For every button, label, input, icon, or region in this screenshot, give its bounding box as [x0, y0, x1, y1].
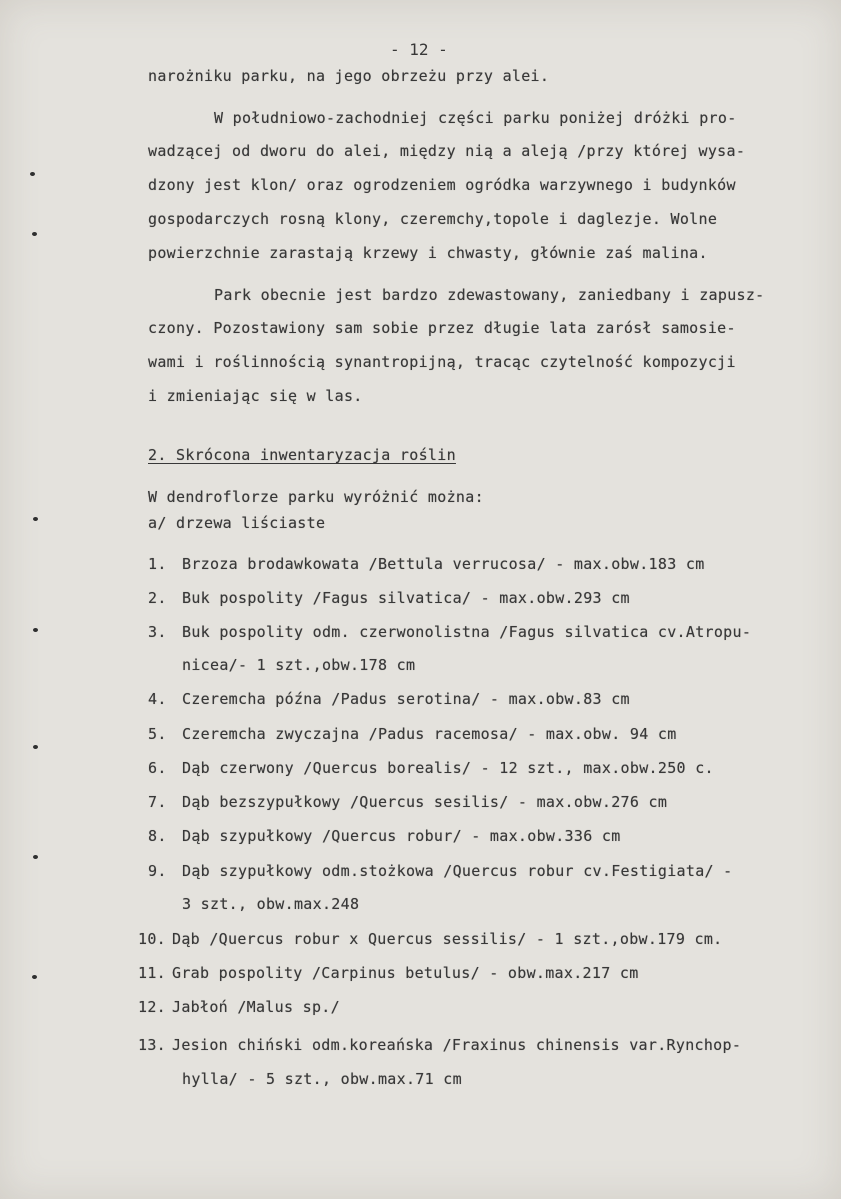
list-item: 7. Dąb bezszypułkowy /Quercus sesilis/ - max.obw.276 cm: [148, 793, 668, 811]
punch-mark: [33, 517, 38, 521]
punch-mark: [33, 855, 38, 859]
text-line: Park obecnie jest bardzo zdewastowany, zaniedbany i zapusz-: [214, 286, 765, 304]
list-item-continuation: 3 szt., obw.max.248: [182, 895, 360, 913]
list-item: 13. Jesion chiński odm.koreańska /Fraxinus chinensis var.Rynchop-: [138, 1036, 742, 1054]
text-line: dzony jest klon/ oraz ogrodzeniem ogródka warzywnego i budynków: [148, 176, 736, 194]
punch-mark: [32, 232, 37, 236]
list-item: 11. Grab pospolity /Carpinus betulus/ - obw.max.217 cm: [138, 964, 639, 982]
text-line: W południowo-zachodniej części parku poniżej dróżki pro-: [214, 109, 737, 127]
list-item: 10. Dąb /Quercus robur x Quercus sessilis/ - 1 szt.,obw.179 cm.: [138, 930, 723, 948]
punch-mark: [33, 745, 38, 749]
list-item-continuation: nicea/- 1 szt.,obw.178 cm: [182, 656, 416, 674]
text-line: czony. Pozostawiony sam sobie przez długie lata zarósł samosie-: [148, 319, 736, 337]
punch-mark: [32, 975, 37, 979]
list-item: 1. Brzoza brodawkowata /Bettula verrucosa/ - max.obw.183 cm: [148, 555, 705, 573]
punch-mark: [33, 628, 38, 632]
list-item: 2. Buk pospolity /Fagus silvatica/ - max.obw.293 cm: [148, 589, 630, 607]
page-number: - 12 -: [390, 40, 448, 59]
text-line: gospodarczych rosną klony, czeremchy,topole i daglezje. Wolne: [148, 210, 718, 228]
list-item-continuation: hylla/ - 5 szt., obw.max.71 cm: [182, 1070, 462, 1088]
list-item: 4. Czeremcha późna /Padus serotina/ - max.obw.83 cm: [148, 690, 630, 708]
list-item: 12. Jabłoń /Malus sp./: [138, 998, 340, 1016]
subsection-label: a/ drzewa liściaste: [148, 514, 326, 532]
text-line: i zmieniając się w las.: [148, 387, 363, 405]
text-line: narożniku parku, na jego obrzeżu przy alei.: [148, 67, 550, 85]
punch-mark: [30, 172, 35, 176]
text-line: wadzącej od dworu do alei, między nią a aleją /przy której wysa-: [148, 142, 746, 160]
section-intro: W dendroflorze parku wyróżnić można:: [148, 488, 484, 506]
text-line: powierzchnie zarastają krzewy i chwasty, głównie zaś malina.: [148, 244, 708, 262]
list-item: 9. Dąb szypułkowy odm.stożkowa /Quercus robur cv.Festigiata/ -: [148, 862, 733, 880]
text-line: wami i roślinnością synantropijną, tracąc czytelność kompozycji: [148, 353, 736, 371]
section-heading: 2. Skrócona inwentaryzacja roślin: [148, 446, 456, 464]
list-item: 6. Dąb czerwony /Quercus borealis/ - 12 szt., max.obw.250 c.: [148, 759, 714, 777]
list-item: 5. Czeremcha zwyczajna /Padus racemosa/ - max.obw. 94 cm: [148, 725, 677, 743]
list-item: 3. Buk pospolity odm. czerwonolistna /Fagus silvatica cv.Atropu-: [148, 623, 752, 641]
list-item: 8. Dąb szypułkowy /Quercus robur/ - max.obw.336 cm: [148, 827, 621, 845]
